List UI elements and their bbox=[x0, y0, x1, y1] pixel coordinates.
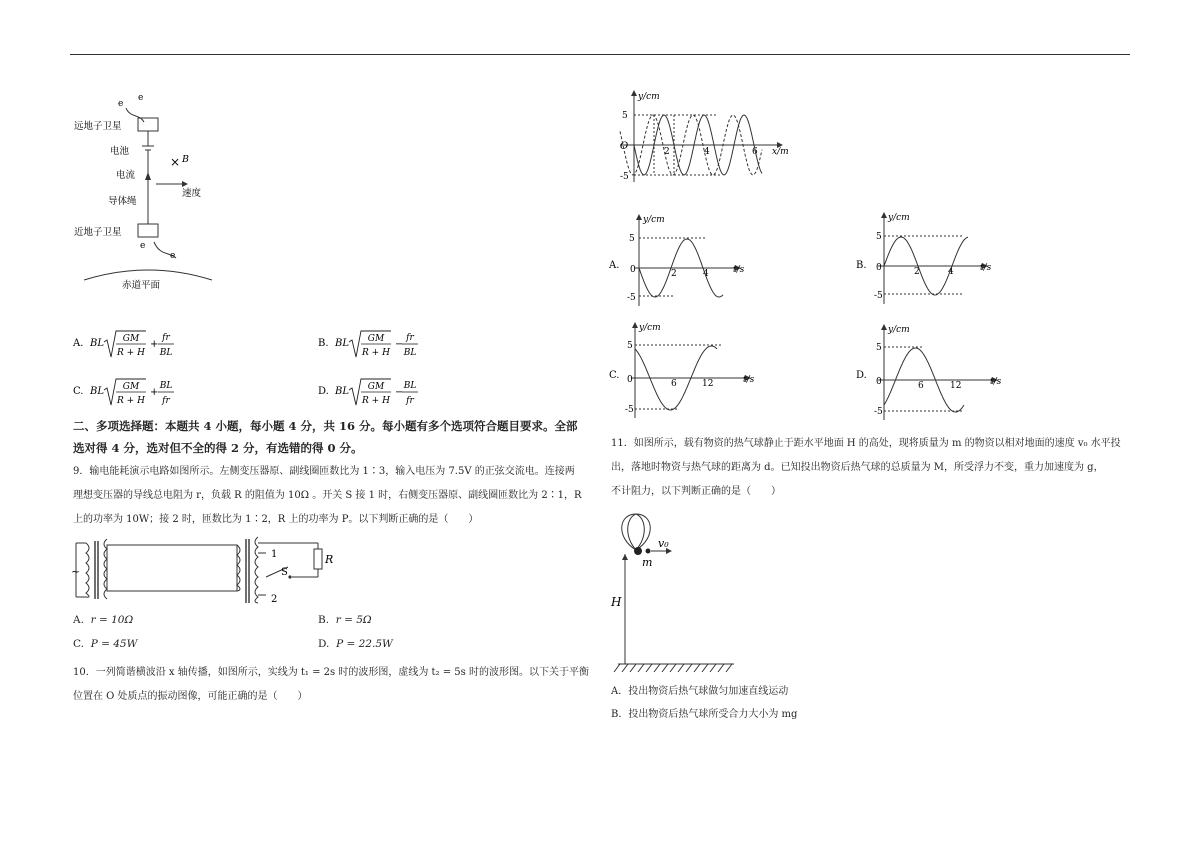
svg-text:BL: BL bbox=[335, 338, 349, 349]
svg-text:A.: A. bbox=[73, 338, 84, 349]
package-dot bbox=[646, 549, 651, 554]
choice-b-zero: 0 bbox=[876, 263, 882, 273]
choice-graph-d[interactable] bbox=[852, 320, 1042, 425]
far-satellite-box bbox=[138, 118, 158, 131]
q8-options bbox=[70, 325, 470, 410]
tap-1-label: 1 bbox=[271, 549, 278, 560]
svg-text:−: − bbox=[395, 339, 404, 350]
choice-d-tick-2: 12 bbox=[950, 381, 962, 391]
choice-b-ymax: 5 bbox=[876, 232, 882, 242]
svg-text:BL: BL bbox=[403, 348, 417, 358]
choice-b-tick-2: 4 bbox=[948, 267, 954, 277]
svg-text:BL: BL bbox=[403, 381, 417, 391]
q8-option-c[interactable] bbox=[73, 379, 174, 406]
choice-d-ylabel: y/cm bbox=[888, 325, 910, 335]
choice-d-xlabel: t/s bbox=[990, 377, 1002, 387]
choice-graph-a[interactable] bbox=[605, 210, 795, 310]
balloon-envelope bbox=[622, 514, 651, 550]
section2-heading: 二、多项选择题：本题共 4 小题，每小题 4 分，共 16 分。每小题有多个选项符合题目要求。全部 选对得 4 分，选对但不全的得 2 分，有选错的得 0 分。 bbox=[73, 419, 578, 455]
ground-hatch bbox=[614, 664, 732, 672]
svg-text:D.: D. bbox=[318, 386, 329, 397]
mass-label: m bbox=[642, 556, 653, 569]
choice-c-ymax: 5 bbox=[627, 341, 633, 351]
payload-dot bbox=[634, 547, 642, 555]
electron-label-2: e bbox=[138, 93, 144, 103]
svg-text:fr: fr bbox=[162, 396, 170, 406]
svg-text:−: − bbox=[395, 387, 404, 398]
battery-label: 电池 bbox=[110, 146, 130, 157]
svg-text:R + H: R + H bbox=[362, 396, 390, 406]
svg-text:R + H: R + H bbox=[117, 396, 145, 406]
choice-d-zero: 0 bbox=[876, 377, 882, 387]
choice-a-ylabel: y/cm bbox=[643, 215, 665, 225]
left-primary-coil bbox=[86, 543, 89, 597]
choice-c-zero: 0 bbox=[627, 375, 633, 385]
choice-a-tick-1: 2 bbox=[671, 269, 677, 279]
wave-xlabel: x/m bbox=[772, 147, 789, 157]
near-satellite-label: 近地子卫星 bbox=[74, 227, 122, 238]
svg-text:BL: BL bbox=[159, 381, 173, 391]
wave-tick-4: 4 bbox=[704, 147, 710, 157]
svg-text:fr: fr bbox=[162, 333, 170, 343]
choice-letter-c: C. bbox=[609, 370, 620, 381]
svg-text:BL: BL bbox=[335, 386, 349, 397]
q9-option-a[interactable]: A. r = 10Ω bbox=[73, 614, 134, 626]
q8-option-d[interactable] bbox=[318, 379, 418, 406]
wave-origin: O bbox=[620, 141, 629, 152]
svg-text:GM: GM bbox=[367, 382, 385, 392]
q11-stem: 11．如图所示，载有物资的热气球静止于距水平地面 H 的高处，现将质量为 m 的物资以相对地面的速度 v₀ 水平投 出，落地时物资与热气球的距离为 d。已知投出物资后热气球的总质量为 M，所受浮力不变，重力加速度为 g， 不计阻力，以下判断正确的是（ ） bbox=[611, 438, 1121, 497]
svg-text:BL: BL bbox=[90, 338, 104, 349]
right-secondary-coil bbox=[255, 537, 258, 603]
q10-stem: 10．一列简谐横波沿 x 轴传播，如图所示，实线为 t₁ = 2s 时的波形图，虚线为 t₂ = 5s 时的波形图。以下关于平衡 位置在 O 处质点的振动图像，可能正确的是（ ） bbox=[73, 667, 589, 702]
q11-option-a[interactable]: A．投出物资后热气球做匀加速直线运动 bbox=[611, 686, 789, 697]
electron-label-3: e bbox=[140, 241, 146, 251]
wave-ymax: 5 bbox=[622, 111, 628, 121]
choice-a-ymin: -5 bbox=[627, 293, 636, 303]
q9-option-b[interactable]: B. r = 5Ω bbox=[318, 614, 372, 626]
svg-text:R + H: R + H bbox=[362, 348, 390, 358]
choice-c-tick-1: 6 bbox=[671, 379, 677, 389]
balloon-figure bbox=[608, 510, 748, 675]
choice-letter-d: D. bbox=[856, 370, 867, 381]
choice-a-ymax: 5 bbox=[629, 234, 635, 244]
choice-b-tick-1: 2 bbox=[914, 267, 920, 277]
svg-text:B.: B. bbox=[318, 338, 329, 349]
choice-a-xlabel: t/s bbox=[733, 265, 745, 275]
svg-text:fr: fr bbox=[406, 333, 414, 343]
electron-label-1: e bbox=[118, 99, 124, 109]
equator-arc bbox=[84, 270, 212, 280]
svg-text:GM: GM bbox=[367, 334, 385, 344]
electron-arrow-top bbox=[126, 108, 144, 122]
q9-option-d[interactable]: D. P = 22.5W bbox=[318, 638, 393, 650]
rope-label: 导体绳 bbox=[108, 196, 137, 207]
choice-graph-c[interactable] bbox=[605, 318, 795, 423]
q8-option-b[interactable] bbox=[318, 331, 418, 358]
svg-text:+: + bbox=[150, 339, 159, 350]
magnetic-field-cross: × bbox=[170, 155, 181, 169]
choice-a-zero: 0 bbox=[630, 265, 636, 275]
svg-text:+: + bbox=[150, 387, 159, 398]
choice-c-ymin: -5 bbox=[625, 405, 634, 415]
choice-d-tick-1: 6 bbox=[918, 381, 924, 391]
switch-label: S bbox=[281, 567, 288, 578]
wave-figure bbox=[612, 86, 802, 186]
choice-d-ymin: -5 bbox=[874, 407, 883, 417]
choice-letter-a: A. bbox=[609, 260, 620, 271]
svg-text:R + H: R + H bbox=[117, 348, 145, 358]
q9-circuit-figure bbox=[70, 535, 340, 607]
tap-2-label: 2 bbox=[271, 594, 278, 605]
load-resistor bbox=[314, 549, 322, 569]
choice-b-xlabel: t/s bbox=[980, 263, 992, 273]
svg-text:C.: C. bbox=[73, 386, 84, 397]
wave-ymin: -5 bbox=[620, 172, 629, 182]
choice-b-ymin: -5 bbox=[874, 291, 883, 301]
resistor-label: R bbox=[325, 553, 334, 566]
velocity-label: 速度 bbox=[182, 188, 202, 199]
v0-label: v₀ bbox=[658, 537, 669, 550]
q9-stem: 9．输电能耗演示电路如图所示。左侧变压器原、副线圈匝数比为 1∶3，输入电压为 7.5V 的正弦交流电。连接两 理想变压器的导线总电阻为 r，负载 R 的阻值为 10Ω 。开关 S 接 1 时，右侧变压器原、副线圈匝数比为 2∶1，R 上的功率为 10W；接 2 时，匝数比为 1∶2，R 上的功率为 P。以下判断正确的是（ ） bbox=[73, 466, 582, 525]
field-b-label: B bbox=[182, 154, 189, 165]
svg-text:BL: BL bbox=[90, 386, 104, 397]
choice-graph-b[interactable] bbox=[852, 208, 1042, 308]
height-label: H bbox=[611, 595, 622, 609]
wave-tick-2: 2 bbox=[664, 147, 670, 157]
choice-d-ymax: 5 bbox=[876, 343, 882, 353]
q9-option-c[interactable]: C. P = 45W bbox=[73, 638, 138, 650]
choice-c-ylabel: y/cm bbox=[639, 323, 661, 333]
wave-ylabel: y/cm bbox=[638, 92, 660, 102]
wave-tick-6: 6 bbox=[752, 147, 758, 157]
choice-letter-b: B. bbox=[856, 260, 867, 271]
q8-option-a[interactable] bbox=[72, 331, 174, 358]
choice-a-tick-2: 4 bbox=[703, 269, 709, 279]
svg-text:BL: BL bbox=[159, 348, 173, 358]
svg-text:GM: GM bbox=[122, 334, 140, 344]
svg-text:fr: fr bbox=[406, 396, 414, 406]
svg-text:GM: GM bbox=[122, 382, 140, 392]
choice-c-tick-2: 12 bbox=[702, 379, 714, 389]
choice-b-ylabel: y/cm bbox=[888, 213, 910, 223]
header-rule bbox=[70, 54, 1130, 55]
choice-c-xlabel: t/s bbox=[743, 375, 755, 385]
q11-option-b[interactable]: B．投出物资后热气球所受合力大小为 mg bbox=[611, 709, 798, 720]
ac-source-symbol: ~ bbox=[71, 565, 81, 578]
electron-label-4: e bbox=[170, 251, 176, 261]
far-satellite-label: 远地子卫星 bbox=[74, 121, 122, 132]
tethered-satellite-figure bbox=[70, 92, 230, 292]
current-label: 电流 bbox=[116, 170, 136, 181]
transmission-line bbox=[107, 545, 237, 591]
equator-label: 赤道平面 bbox=[122, 280, 161, 291]
near-satellite-box bbox=[138, 224, 158, 237]
current-arrow bbox=[145, 172, 151, 180]
